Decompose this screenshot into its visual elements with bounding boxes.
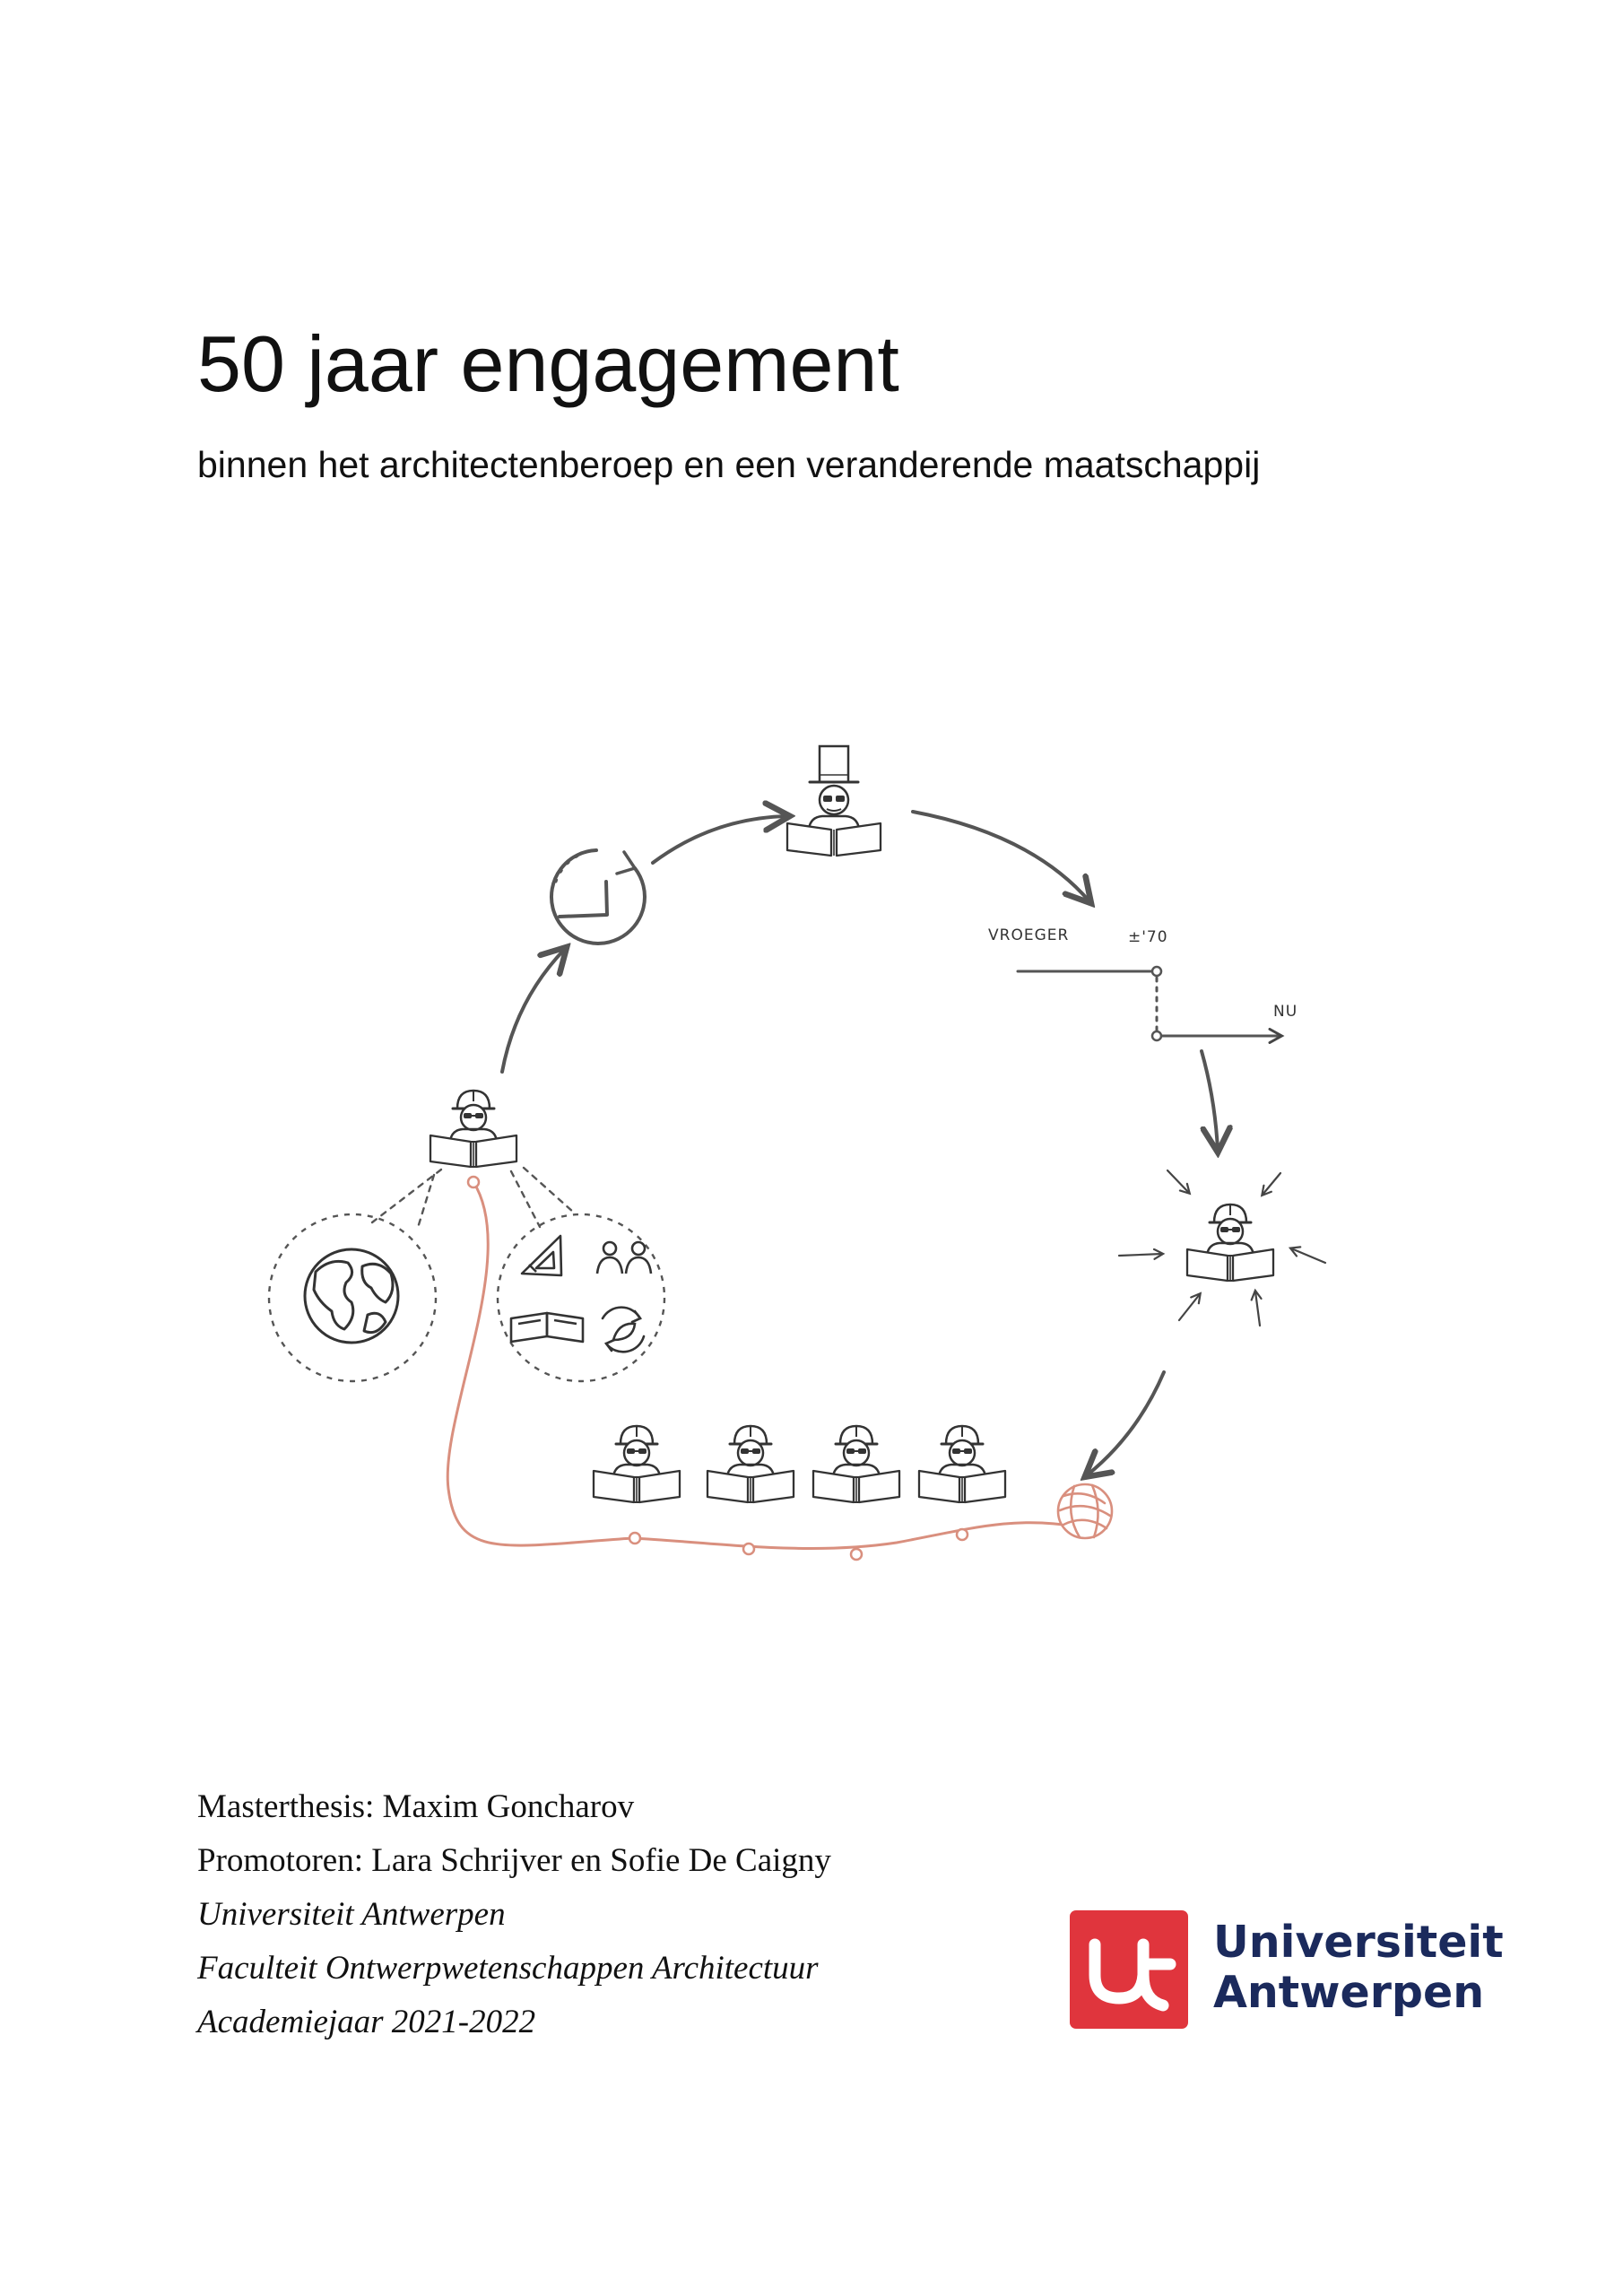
thread-knots [468, 1177, 968, 1560]
recycle-leaf-icon [603, 1308, 644, 1352]
architect-figure-left [430, 1091, 516, 1167]
ruler-triangle-icon [522, 1236, 561, 1275]
timeline-label-year: ±'70 [1128, 928, 1168, 946]
university-name: Universiteit Antwerpen [197, 1896, 506, 1933]
timeline-label-past: VROEGER [988, 926, 1070, 944]
logo-line-1: Universiteit [1213, 1917, 1504, 1968]
incoming-arrows [1119, 1170, 1325, 1326]
promoters: Promotoren: Lara Schrijver en Sofie De Caigny [197, 1842, 831, 1879]
globe-icon [305, 1249, 398, 1343]
architect-figure-3 [813, 1426, 899, 1502]
tophat-architect-figure [787, 746, 881, 856]
people-icon [597, 1242, 651, 1274]
cycle-arrow [913, 812, 1089, 901]
timeline-label-now: NU [1273, 1003, 1298, 1021]
focused-architect-figure [1187, 1205, 1273, 1281]
architect-figure-4 [919, 1426, 1005, 1502]
timeline-diagram [988, 926, 1298, 1040]
architect-figure-1 [594, 1426, 680, 1502]
university-logo-text [1213, 1918, 1504, 2018]
page-title: 50 jaar engagement [197, 319, 899, 408]
cycle-arrow [653, 816, 787, 863]
cycle-arrow [1087, 1372, 1164, 1475]
thesis-author: Masterthesis: Maxim Goncharov [197, 1788, 635, 1825]
faculty-name: Faculteit Ontwerpwetenschappen Architectuur [197, 1950, 819, 1987]
university-logo [1070, 1910, 1504, 2031]
logo-line-2: Antwerpen [1213, 1967, 1485, 2018]
credits-block [197, 1780, 831, 2049]
yarn-ball-icon [1058, 1484, 1112, 1538]
tools-bubble [498, 1214, 664, 1381]
cycle-arrow [502, 949, 565, 1072]
architect-figure-2 [707, 1426, 794, 1502]
clock-icon [551, 850, 645, 944]
open-book-icon [511, 1313, 583, 1342]
academic-year: Academiejaar 2021-2022 [197, 2004, 536, 2040]
page-subtitle: binnen het architectenberoep en een veranderende maatschappij [197, 444, 1261, 485]
university-logo-mark [1070, 1910, 1188, 2029]
cycle-arrow [1202, 1051, 1218, 1150]
